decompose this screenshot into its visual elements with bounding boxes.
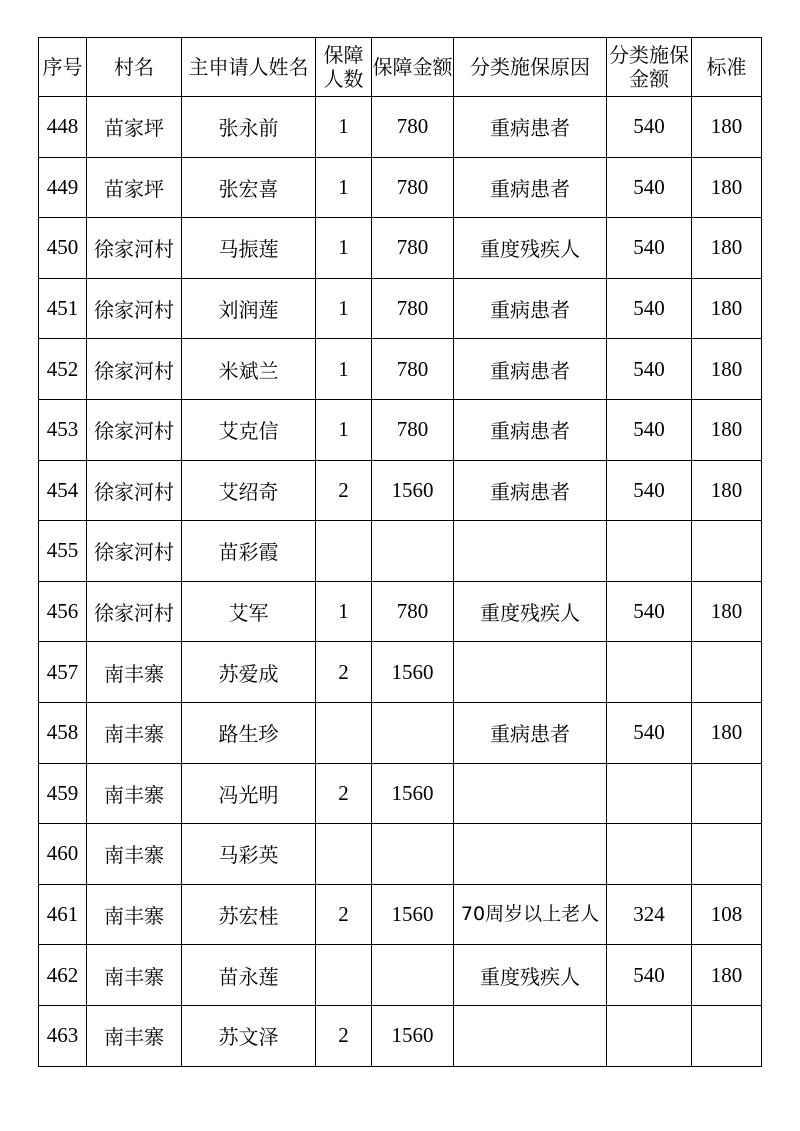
serial-cell: 449: [39, 157, 87, 218]
amount-cell: 780: [372, 339, 454, 400]
applicant-cell: 张宏喜: [182, 157, 316, 218]
category-amount-cell: 540: [607, 945, 692, 1006]
village-cell: 徐家河村: [87, 218, 182, 279]
covered-count-cell: [316, 521, 372, 582]
standard-cell: 180: [692, 278, 762, 339]
category-amount-cell: [607, 521, 692, 582]
table-row: [39, 278, 762, 339]
category-amount-cell: 540: [607, 702, 692, 763]
applicant-cell: 冯光明: [182, 763, 316, 824]
applicant-cell: 艾绍奇: [182, 460, 316, 521]
reason-cell: 重病患者: [454, 399, 607, 460]
serial-cell: 453: [39, 399, 87, 460]
reason-cell: [454, 824, 607, 885]
table-row: [39, 157, 762, 218]
table-row: [39, 460, 762, 521]
covered-count-cell: [316, 945, 372, 1006]
serial-cell: 459: [39, 763, 87, 824]
header-amount: 保障金额: [372, 38, 454, 97]
reason-cell: 重度残疾人: [454, 581, 607, 642]
standard-cell: 180: [692, 399, 762, 460]
table-row: [39, 824, 762, 885]
covered-count-cell: 2: [316, 763, 372, 824]
header-village: 村名: [87, 38, 182, 97]
applicant-cell: 路生珍: [182, 702, 316, 763]
amount-cell: 1560: [372, 1005, 454, 1066]
covered-count-cell: 2: [316, 1005, 372, 1066]
header-reason: 分类施保原因: [454, 38, 607, 97]
village-cell: 徐家河村: [87, 339, 182, 400]
standard-cell: 180: [692, 339, 762, 400]
applicant-cell: 艾克信: [182, 399, 316, 460]
standard-cell: [692, 1005, 762, 1066]
covered-count-cell: 2: [316, 884, 372, 945]
category-amount-cell: 540: [607, 339, 692, 400]
header-applicant: 主申请人姓名: [182, 38, 316, 97]
standard-cell: 180: [692, 157, 762, 218]
amount-cell: 1560: [372, 460, 454, 521]
serial-cell: 454: [39, 460, 87, 521]
applicant-cell: 张永前: [182, 97, 316, 158]
applicant-cell: 苏文泽: [182, 1005, 316, 1066]
reason-cell: [454, 521, 607, 582]
covered-count-cell: 1: [316, 278, 372, 339]
covered-count-cell: 2: [316, 642, 372, 703]
applicant-cell: 米斌兰: [182, 339, 316, 400]
standard-cell: 108: [692, 884, 762, 945]
village-cell: 徐家河村: [87, 278, 182, 339]
reason-cell: 重度残疾人: [454, 218, 607, 279]
amount-cell: 780: [372, 218, 454, 279]
table-row: [39, 884, 762, 945]
amount-cell: 780: [372, 581, 454, 642]
reason-cell: 重病患者: [454, 157, 607, 218]
applicant-cell: 艾军: [182, 581, 316, 642]
amount-cell: 780: [372, 399, 454, 460]
applicant-cell: 苗永莲: [182, 945, 316, 1006]
category-amount-cell: [607, 763, 692, 824]
village-cell: 南丰寨: [87, 884, 182, 945]
applicant-cell: 苗彩霞: [182, 521, 316, 582]
table-row: [39, 97, 762, 158]
village-cell: 苗家坪: [87, 157, 182, 218]
covered-count-cell: 1: [316, 399, 372, 460]
table-row: [39, 521, 762, 582]
village-cell: 苗家坪: [87, 97, 182, 158]
standard-cell: 180: [692, 581, 762, 642]
table-row: [39, 339, 762, 400]
serial-cell: 463: [39, 1005, 87, 1066]
amount-cell: [372, 945, 454, 1006]
table-row: [39, 945, 762, 1006]
serial-cell: 450: [39, 218, 87, 279]
village-cell: 徐家河村: [87, 460, 182, 521]
reason-cell: [454, 763, 607, 824]
amount-cell: [372, 702, 454, 763]
category-amount-cell: 540: [607, 218, 692, 279]
village-cell: 徐家河村: [87, 399, 182, 460]
standard-cell: 180: [692, 218, 762, 279]
table-row: [39, 1005, 762, 1066]
category-amount-cell: [607, 642, 692, 703]
serial-cell: 461: [39, 884, 87, 945]
covered-count-cell: 2: [316, 460, 372, 521]
amount-cell: 780: [372, 278, 454, 339]
reason-cell: 70周岁以上老人: [454, 884, 607, 945]
amount-cell: 1560: [372, 642, 454, 703]
reason-cell: 重病患者: [454, 97, 607, 158]
standard-cell: 180: [692, 702, 762, 763]
reason-cell: 重病患者: [454, 339, 607, 400]
village-cell: 南丰寨: [87, 642, 182, 703]
category-amount-cell: 540: [607, 399, 692, 460]
table-row: [39, 581, 762, 642]
serial-cell: 458: [39, 702, 87, 763]
amount-cell: [372, 521, 454, 582]
table-body: [39, 97, 762, 1067]
category-amount-cell: 540: [607, 581, 692, 642]
category-amount-cell: 324: [607, 884, 692, 945]
serial-cell: 451: [39, 278, 87, 339]
header-covered-count: 保障人数: [316, 38, 372, 97]
covered-count-cell: 1: [316, 97, 372, 158]
header-standard: 标准: [692, 38, 762, 97]
covered-count-cell: 1: [316, 218, 372, 279]
standard-cell: [692, 763, 762, 824]
standard-cell: [692, 642, 762, 703]
table-row: [39, 218, 762, 279]
standard-cell: [692, 521, 762, 582]
reason-cell: [454, 1005, 607, 1066]
covered-count-cell: 1: [316, 157, 372, 218]
village-cell: 南丰寨: [87, 763, 182, 824]
category-amount-cell: [607, 824, 692, 885]
applicant-cell: 苏爱成: [182, 642, 316, 703]
category-amount-cell: 540: [607, 157, 692, 218]
category-amount-cell: [607, 1005, 692, 1066]
reason-cell: 重病患者: [454, 460, 607, 521]
reason-cell: [454, 642, 607, 703]
relief-table: [38, 37, 762, 1067]
village-cell: 徐家河村: [87, 521, 182, 582]
serial-cell: 462: [39, 945, 87, 1006]
reason-cell: 重病患者: [454, 278, 607, 339]
applicant-cell: 刘润莲: [182, 278, 316, 339]
covered-count-cell: 1: [316, 339, 372, 400]
table-row: [39, 763, 762, 824]
applicant-cell: 马彩英: [182, 824, 316, 885]
amount-cell: 780: [372, 97, 454, 158]
covered-count-cell: 1: [316, 581, 372, 642]
table-row: [39, 642, 762, 703]
category-amount-cell: 540: [607, 460, 692, 521]
category-amount-cell: 540: [607, 278, 692, 339]
standard-cell: 180: [692, 460, 762, 521]
covered-count-cell: [316, 702, 372, 763]
village-cell: 南丰寨: [87, 945, 182, 1006]
header-serial: 序号: [39, 38, 87, 97]
amount-cell: [372, 824, 454, 885]
table-row: [39, 702, 762, 763]
reason-cell: 重病患者: [454, 702, 607, 763]
standard-cell: 180: [692, 945, 762, 1006]
category-amount-cell: 540: [607, 97, 692, 158]
village-cell: 南丰寨: [87, 824, 182, 885]
serial-cell: 456: [39, 581, 87, 642]
applicant-cell: 马振莲: [182, 218, 316, 279]
serial-cell: 455: [39, 521, 87, 582]
standard-cell: 180: [692, 97, 762, 158]
applicant-cell: 苏宏桂: [182, 884, 316, 945]
serial-cell: 457: [39, 642, 87, 703]
serial-cell: 460: [39, 824, 87, 885]
village-cell: 南丰寨: [87, 702, 182, 763]
covered-count-cell: [316, 824, 372, 885]
standard-cell: [692, 824, 762, 885]
serial-cell: 448: [39, 97, 87, 158]
reason-cell: 重度残疾人: [454, 945, 607, 1006]
amount-cell: 1560: [372, 884, 454, 945]
serial-cell: 452: [39, 339, 87, 400]
header-row: [39, 38, 762, 97]
amount-cell: 780: [372, 157, 454, 218]
village-cell: 南丰寨: [87, 1005, 182, 1066]
amount-cell: 1560: [372, 763, 454, 824]
header-category-amount: 分类施保金额: [607, 38, 692, 97]
table-row: [39, 399, 762, 460]
village-cell: 徐家河村: [87, 581, 182, 642]
